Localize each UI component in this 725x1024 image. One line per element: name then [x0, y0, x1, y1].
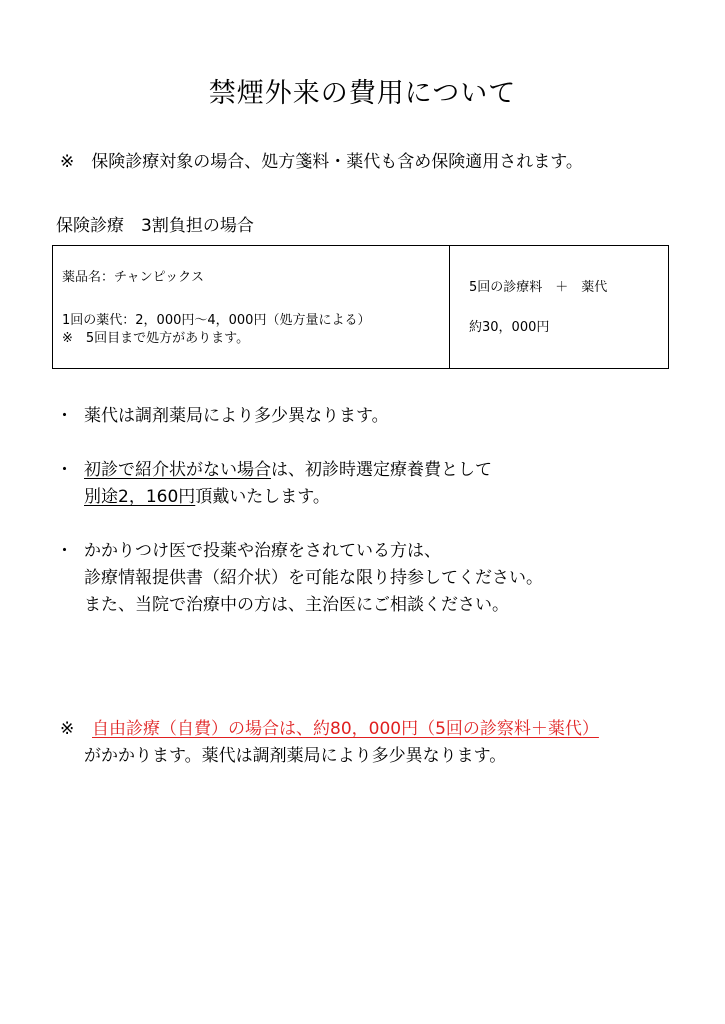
self-pay-note-line2: がかかります。薬代は調剤薬局により多少異なります。 [84, 746, 507, 766]
list-item-family-doctor: かかりつけ医で投薬や治療をされている方は、 [84, 541, 441, 561]
bullet-mark: ・ [56, 541, 73, 561]
bullet-mark: ・ [56, 460, 73, 480]
referral-text: は、初診時選定療養費として [271, 460, 492, 480]
drug-note: ※ 5回目まで処方があります。 [62, 331, 250, 346]
drug-cost: 1回の薬代：2，000円～4，000円（処方量による） [62, 313, 371, 328]
drug-name: 薬品名：チャンピックス [62, 270, 204, 285]
page-title: 禁煙外来の費用について [208, 78, 517, 109]
fee-summary-cell [450, 246, 668, 368]
list-item-referral-fee [84, 458, 492, 482]
referral-text-end: 頂戴いたします。 [195, 487, 330, 507]
referral-condition: 初診で紹介状がない場合 [84, 460, 271, 480]
referral-amount: 別途2，160円 [84, 487, 196, 507]
fee-label: 5回の診療料 ＋ 薬代 [469, 280, 608, 295]
section-heading: 保険診療 3割負担の場合 [56, 216, 254, 236]
insurance-note: ※ 保険診療対象の場合、処方箋料・薬代も含め保険適用されます。 [60, 152, 583, 172]
list-item-referral-fee-line2 [84, 485, 330, 509]
fee-total: 約30，000円 [469, 320, 550, 335]
drug-info-cell [53, 246, 450, 368]
list-item-family-doctor-line3: また、当院で治療中の方は、主治医にご相談ください。 [84, 595, 509, 615]
self-pay-cost: 自由診療（自費）の場合は、約80，000円（5回の診察料＋薬代） [92, 719, 599, 739]
list-item-family-doctor-line2: 診療情報提供書（紹介状）を可能な限り持参してください。 [84, 568, 543, 588]
bullet-mark: ・ [56, 406, 73, 426]
self-pay-mark: ※ [60, 719, 75, 739]
list-item-drug-cost-note: 薬代は調剤薬局により多少異なります。 [84, 406, 389, 426]
fee-table [52, 245, 669, 369]
